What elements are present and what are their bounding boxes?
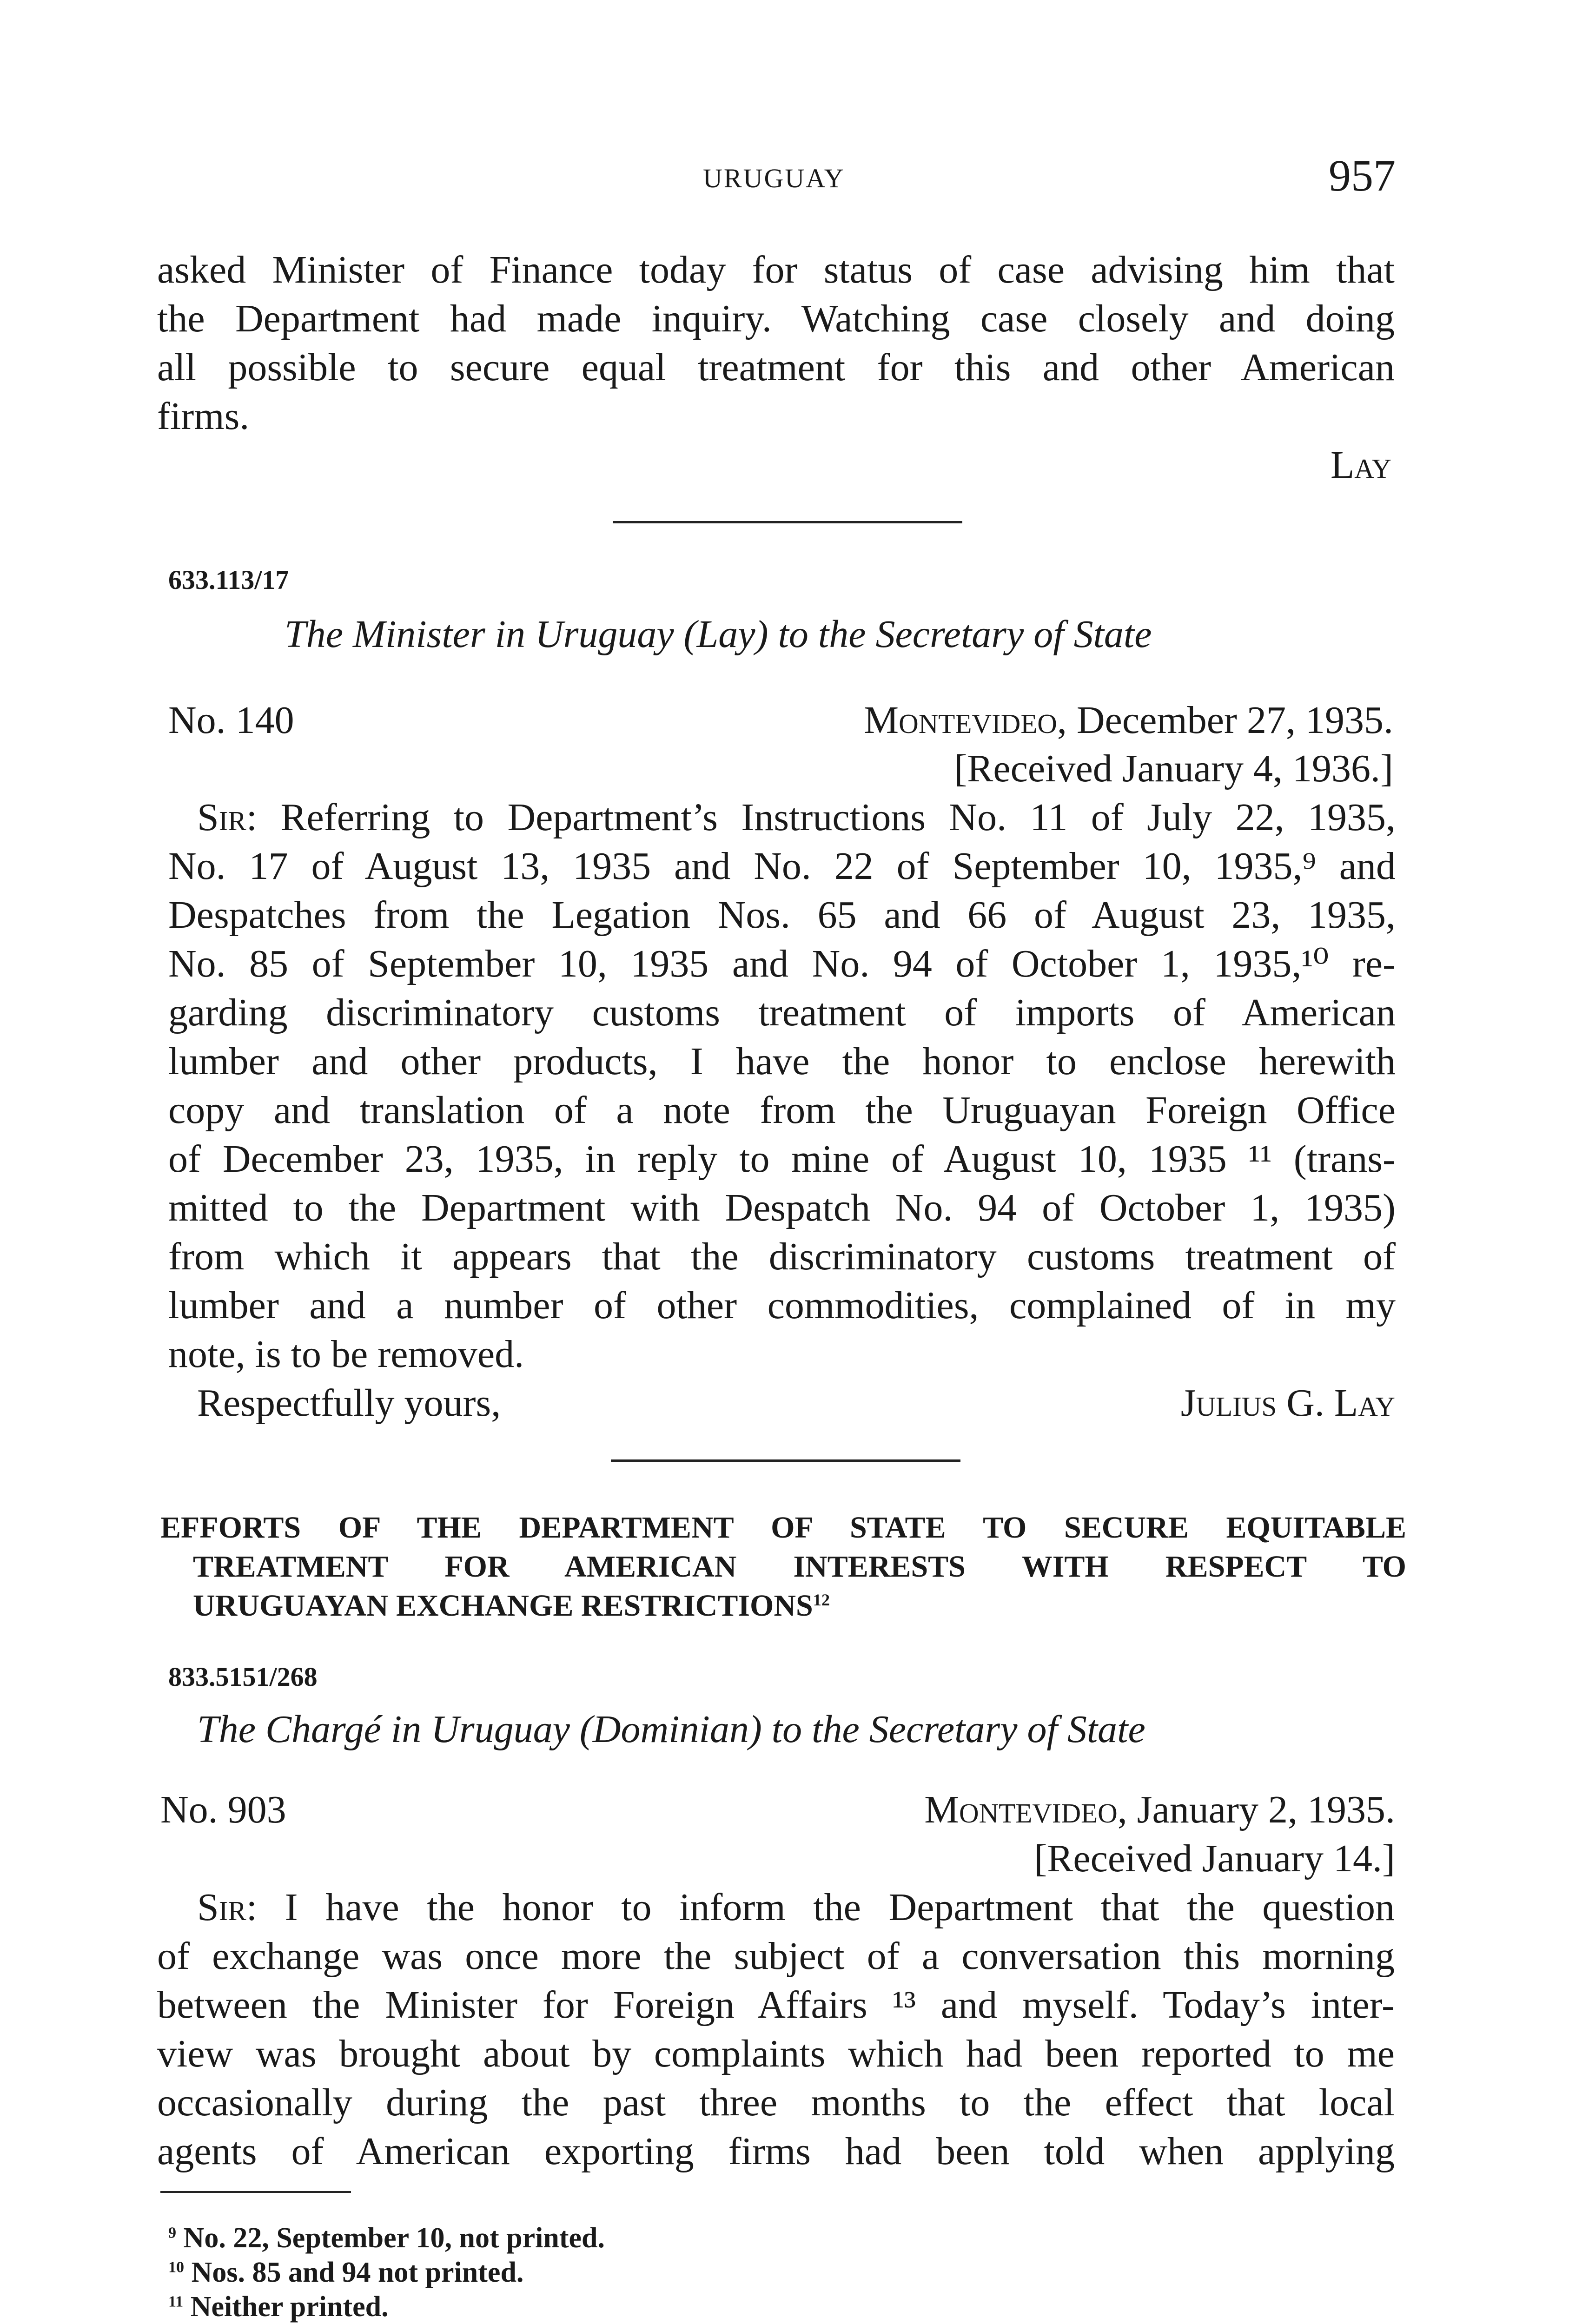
received-date: [Received January 4, 1936.] (954, 747, 1393, 790)
text-line-content: I have the honor to inform the Department that the question (257, 1886, 1395, 1929)
footnote-mark: 11 (168, 2293, 184, 2311)
footnote-ref: 12 (813, 1591, 830, 1610)
page-number: 957 (1329, 151, 1396, 200)
file-number: 633.113/17 (168, 565, 289, 595)
text-line: garding discriminatory customs treatment of imports of American (168, 991, 1396, 1034)
text-line: of exchange was once more the subject of a conversation this morning (157, 1934, 1395, 1978)
text-line: note, is to be removed. (168, 1333, 524, 1376)
text-line: lumber and a number of other commodities, complained of in my (168, 1284, 1396, 1327)
text-line-content: Referring to Department’s Instructions No. 11 of July 22, 1935, (257, 796, 1396, 839)
letter-body (157, 1883, 1395, 2176)
place-date (924, 1785, 1395, 1834)
file-number: 833.5151/268 (168, 1662, 318, 1692)
footnote (168, 2290, 931, 2324)
place: Montevideo, (864, 699, 1067, 742)
footnote-text: No. 22, September 10, not printed. (183, 2222, 605, 2254)
despatch-number: No. 903 (160, 1788, 286, 1831)
footnote-mark: 9 (168, 2224, 177, 2242)
text-line (168, 793, 1396, 842)
separator-rule (611, 1459, 960, 1462)
footnote (168, 2255, 931, 2290)
letter-body (168, 793, 1396, 1379)
signature-julius-lay: Julius G. Lay (1180, 1381, 1395, 1425)
document-title: The Chargé in Uruguay (Dominian) to the Secretary of State (197, 1708, 1145, 1751)
heading-line: EFFORTS OF THE DEPARTMENT OF STATE TO SECURE EQUITABLE (160, 1511, 1406, 1545)
date: December 27, 1935. (1076, 699, 1393, 742)
text-line: agents of American exporting firms had been told when applying (157, 2130, 1395, 2173)
text-line: No. 17 of August 13, 1935 and No. 22 of September 10, 1935,⁹ and (168, 845, 1396, 888)
salutation: Sir: (197, 796, 258, 839)
place-date (864, 696, 1393, 745)
document-title: The Minister in Uruguay (Lay) to the Secretary of State (285, 613, 1152, 656)
footnote-text: Nos. 85 and 94 not printed. (191, 2257, 524, 2288)
footnote-rule (160, 2191, 351, 2193)
text-line: copy and translation of a note from the Uruguayan Foreign Office (168, 1089, 1396, 1132)
text-line: asked Minister of Finance today for status of case advising him that (157, 248, 1395, 291)
received-date: [Received January 14.] (1034, 1837, 1395, 1880)
place: Montevideo, (924, 1788, 1127, 1831)
text-line: Despatches from the Legation Nos. 65 and 66 of August 23, 1935, (168, 893, 1396, 937)
heading-line (160, 1586, 1406, 1625)
text-line: lumber and other products, I have the honor to enclose herewith (168, 1040, 1396, 1083)
text-line (157, 1883, 1395, 1932)
text-line: from which it appears that the discriminatory customs treatment of (168, 1235, 1396, 1278)
footnote-mark: 10 (168, 2258, 185, 2276)
closing: Respectfully yours, (197, 1381, 501, 1425)
text-line: of December 23, 1935, in reply to mine of August 10, 1935 ¹¹ (trans- (168, 1137, 1396, 1181)
section-heading (160, 1508, 1406, 1625)
footnotes (168, 2221, 931, 2324)
text-line: occasionally during the past three months to the effect that local (157, 2081, 1395, 2124)
heading-line: TREATMENT FOR AMERICAN INTERESTS WITH RESPECT TO (193, 1550, 1406, 1584)
heading-line-text: URUGUAYAN EXCHANGE RESTRICTIONS (193, 1589, 813, 1623)
text-line: No. 85 of September 10, 1935 and No. 94 of October 1, 1935,¹⁰ re- (168, 942, 1396, 985)
footnote (168, 2221, 931, 2255)
continuation-paragraph (157, 245, 1395, 441)
running-title: URUGUAY (703, 163, 845, 193)
text-line: between the Minister for Foreign Affairs ¹³ and myself. Today’s inter- (157, 1983, 1395, 2027)
text-line: all possible to secure equal treatment for this and other American (157, 346, 1395, 389)
text-line: view was brought about by complaints which had been reported to me (157, 2032, 1395, 2075)
footnote-text: Neither printed. (190, 2291, 389, 2323)
separator-rule (613, 521, 962, 523)
despatch-number: No. 140 (168, 699, 294, 742)
text-line: the Department had made inquiry. Watching case closely and doing (157, 297, 1395, 340)
signature-lay: Lay (1331, 443, 1392, 487)
salutation: Sir: (197, 1886, 258, 1929)
text-line: firms. (157, 395, 250, 438)
date: January 2, 1935. (1137, 1788, 1395, 1831)
text-line: mitted to the Department with Despatch No. 94 of October 1, 1935) (168, 1186, 1396, 1229)
